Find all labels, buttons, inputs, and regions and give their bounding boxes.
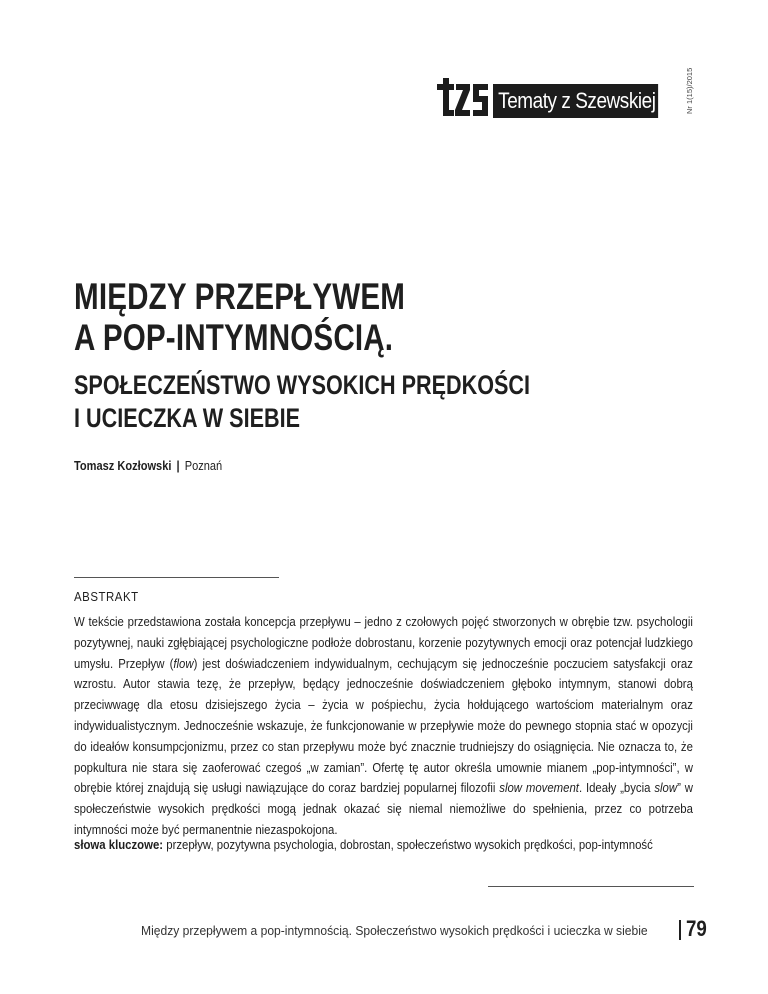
article-subtitle-line-1: SPOŁECZEŃSTWO WYSOKICH PRĘDKOŚCI xyxy=(74,370,531,400)
article-subtitle xyxy=(74,369,530,435)
keywords-divider xyxy=(488,886,694,887)
author-separator: | xyxy=(176,458,180,473)
article-subtitle-line-2: I UCIECZKA W SIEBIE xyxy=(74,403,301,433)
keywords-list: przepływ, pozytywna psychologia, dobrostan, społeczeństwo wysokich prędkości, pop-intymność xyxy=(166,837,653,852)
running-title: Między przepływem a pop-intymnością. Społeczeństwo wysokich prędkości i ucieczka w siebie xyxy=(141,923,648,938)
abstract-heading: ABSTRAKT xyxy=(74,589,139,604)
keywords-label: słowa kluczowe: xyxy=(74,837,164,852)
abstract-divider xyxy=(74,577,279,578)
author-name: Tomasz Kozłowski xyxy=(74,458,172,473)
tzs-logo-mark xyxy=(435,76,491,118)
article-title xyxy=(74,276,405,358)
term-slow-movement: slow movement xyxy=(499,780,579,796)
footer-separator xyxy=(679,920,681,940)
keywords xyxy=(74,837,653,852)
article-title-line-1: MIĘDZY PRZEPŁYWEM xyxy=(74,276,406,317)
abstract-text: W tekście przedstawiona została koncepcja przepływu – jedno z czołowych pojęć stworzonych w obrębie tzw. psychologii pozytywnej, nauki zgłębiającej psychologiczne podłoże dobrostanu, korzenie pozytywnych emocji oraz potencjał ludzkiego umysłu. Przepływ (flow) jest doświadczeniem indywidualnym, cechującym się jednocześnie poczuciem satysfakcji oraz wzrostu. Autor stawia tezę, że przepływ, będący jednocześnie doświadczeniem głęboko intymnym, stanowi dobrą przeciwwagę dla etosu dzisiejszego życia – życia w pośpiechu, życia hołdującego wartościom materialnym oraz indywidualistycznym. Jednocześnie wskazuje, że funkcjonowanie w przepływie może do pewnego stopnia stać w opozycji do ideałów konsumpcjonizmu, przez co stan przepływu może być znacznie trudniejszy do osiągnięcia. Nie oznacza to, że popkultura nie stara się zaoferować czegoś „w zamian”. Ofertę tę autor określa umownie mianem „pop-intymności”, w obrębie której znajdują się usługi nawiązujące do coraz bardziej popularnej filozofii slow movement. Ideały „bycia slow” w społeczeństwie wysokich prędkości mogą jednak okazać się niemal niemożliwe do spełnienia, przez co potrzeba intymności może być permanentnie niezaspokojona. xyxy=(74,614,693,837)
page-number: 79 xyxy=(686,916,707,941)
journal-title: Tematy z Szewskiej xyxy=(493,84,658,118)
term-slow: slow xyxy=(654,780,678,796)
journal-logo xyxy=(435,76,685,118)
author-affiliation: Poznań xyxy=(184,458,223,473)
journal-issue: Nr 1(15)/2015 xyxy=(685,67,694,114)
term-flow: flow xyxy=(173,655,194,671)
author-line xyxy=(74,458,222,473)
article-title-line-2: A POP-INTYMNOŚCIĄ. xyxy=(74,317,394,358)
